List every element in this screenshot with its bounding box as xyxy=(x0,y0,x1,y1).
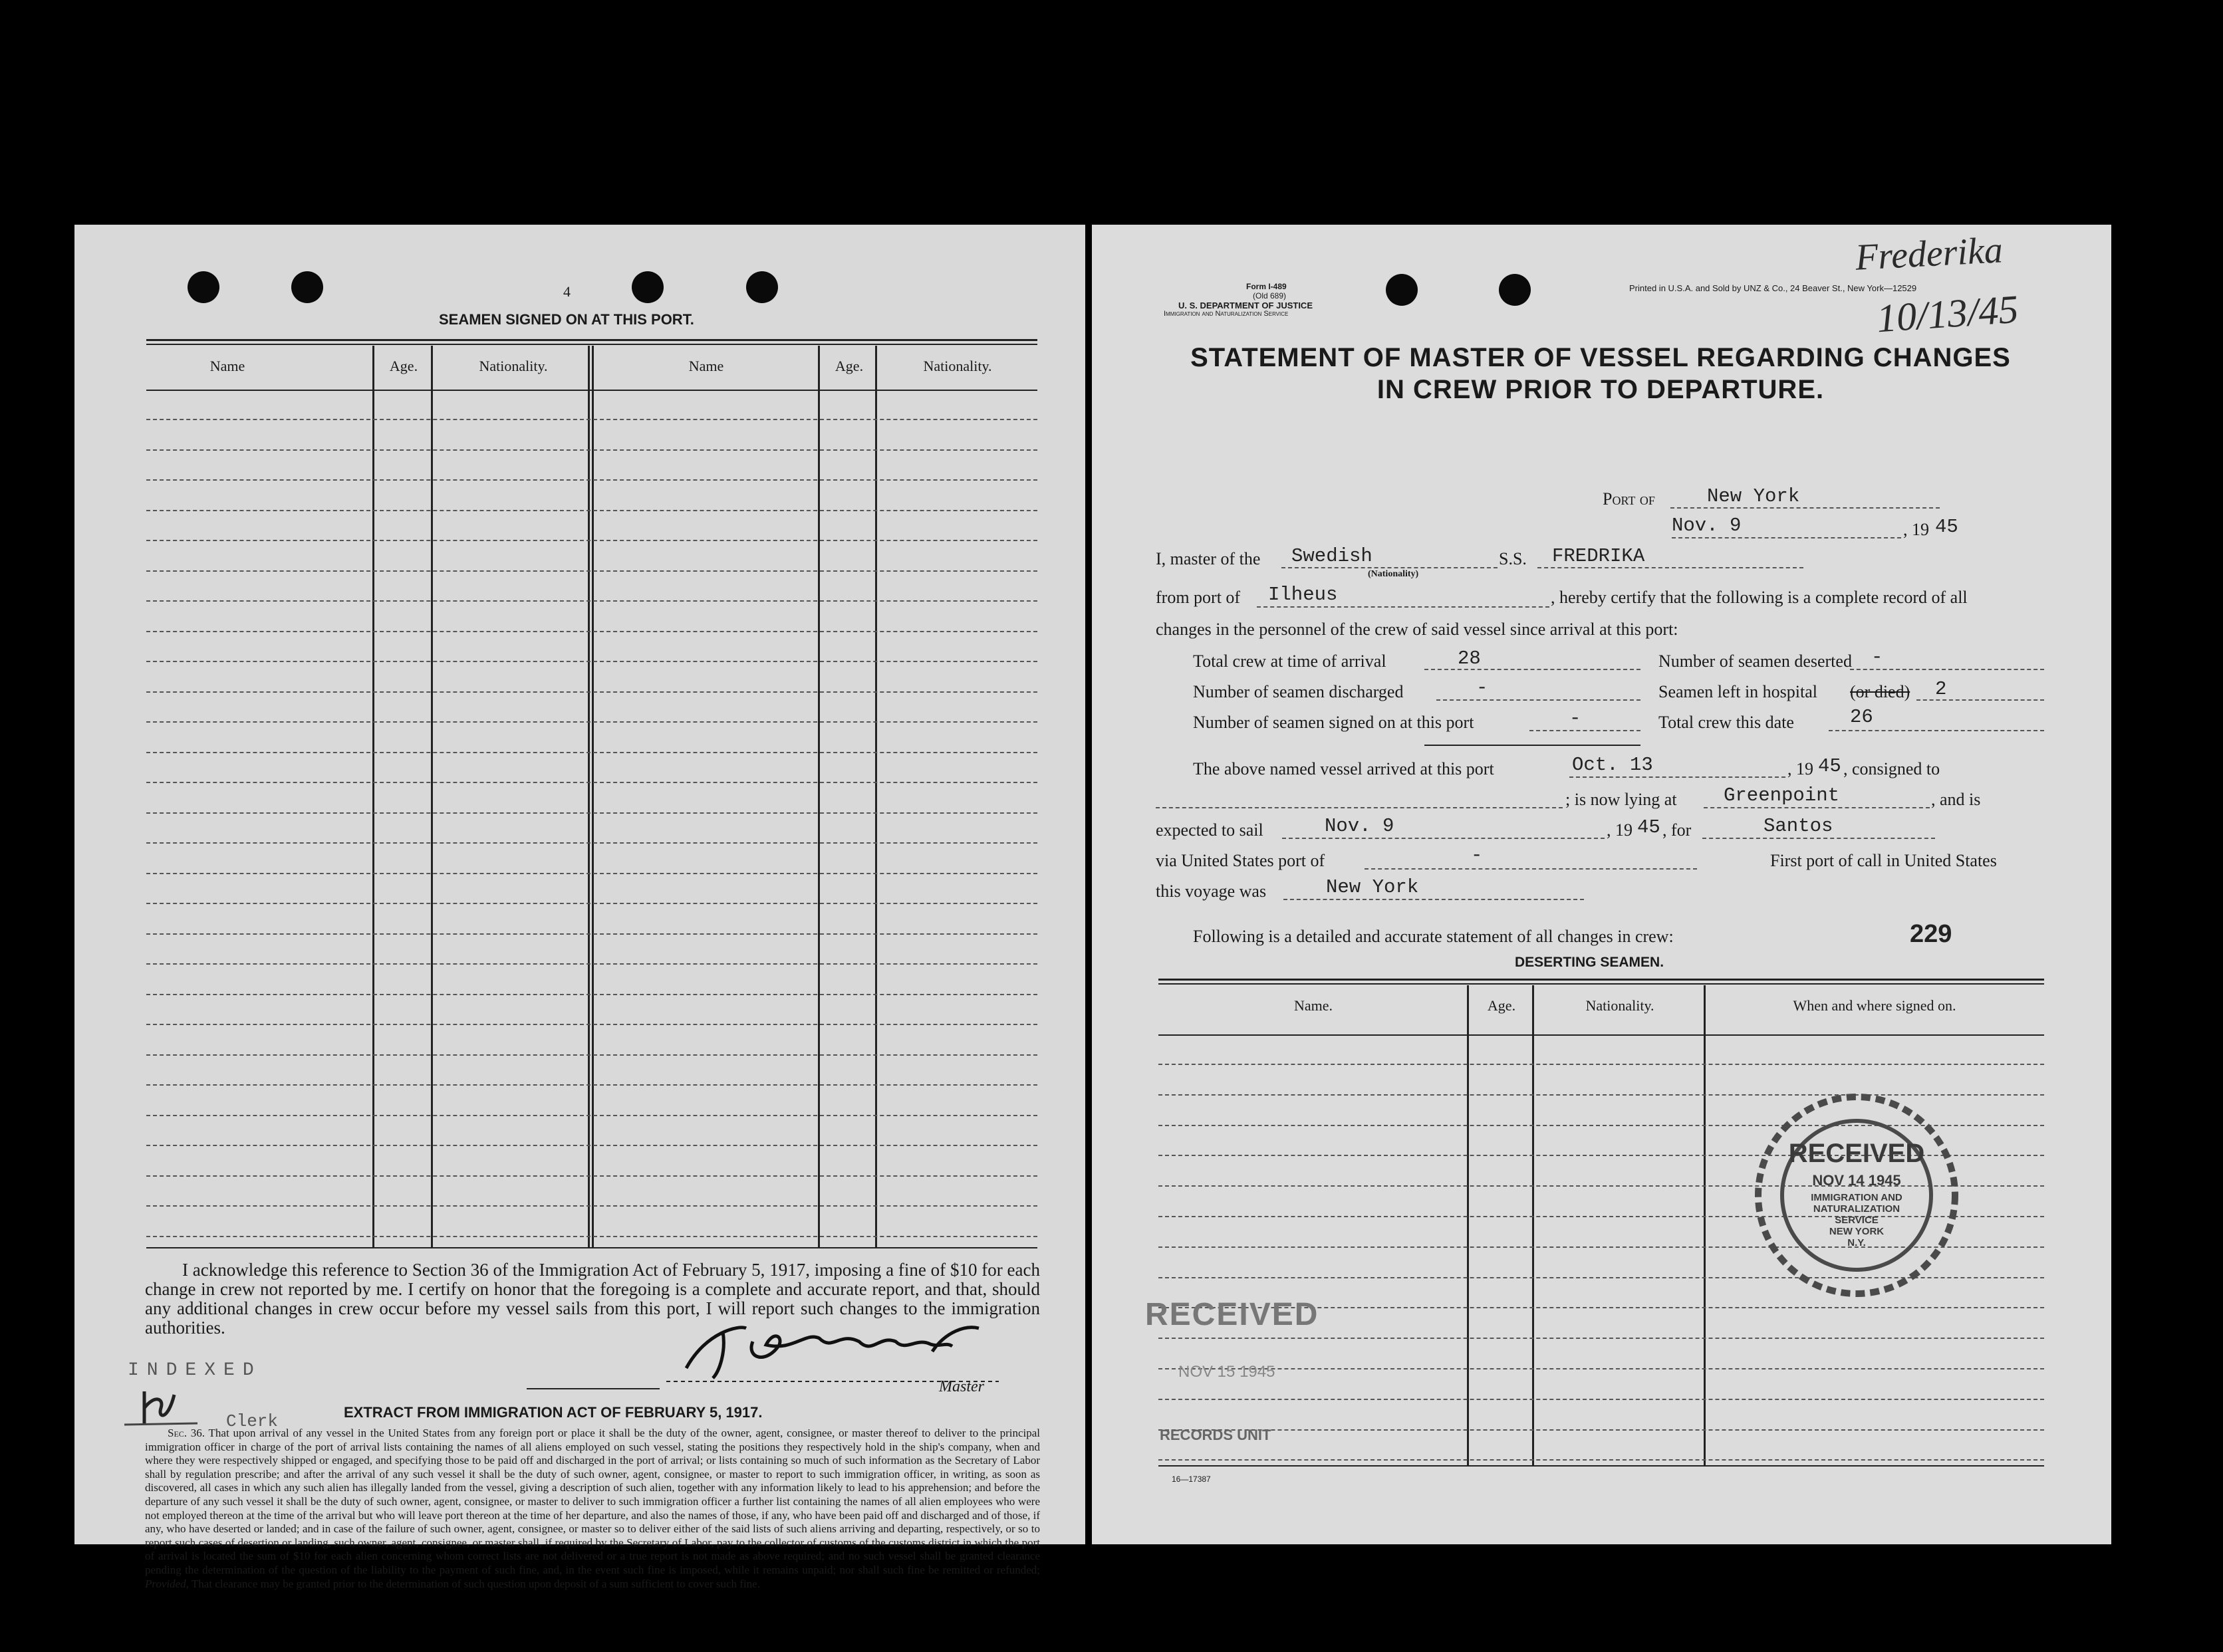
table-row-rule xyxy=(146,419,1037,420)
voyage-label: this voyage was xyxy=(1156,882,1267,901)
column-header: Nationality. xyxy=(1585,997,1654,1014)
punch-hole xyxy=(1499,274,1531,306)
extract-text xyxy=(145,1427,1040,1591)
column-header: Name. xyxy=(1293,997,1333,1014)
changes-text: changes in the personnel of the crew of said vessel since arrival at this port: xyxy=(1156,620,1678,639)
clerk-label: Clerk xyxy=(226,1411,279,1431)
nationality-caption: (Nationality) xyxy=(1368,569,1419,579)
table-row-rule xyxy=(146,1236,1037,1237)
received-date-stamp: NOV 15 1945 xyxy=(1178,1363,1275,1381)
fill-line xyxy=(1670,507,1940,509)
table-row-rule xyxy=(146,1084,1037,1086)
divider xyxy=(527,1388,660,1389)
punch-hole xyxy=(1386,274,1418,306)
signed-on-value: - xyxy=(1569,707,1581,729)
extract-tail: That clearance may be granted prior to the determination of such question upon deposit of a sum sufficient to cover such fine. xyxy=(191,1577,760,1590)
ship-name: FREDRIKA xyxy=(1552,545,1645,567)
table-row-rule xyxy=(146,1145,1037,1146)
consigned-label: , consigned to xyxy=(1843,759,1940,778)
stamped-number: 229 xyxy=(1910,920,1952,948)
year-value: 45 xyxy=(1935,516,1958,538)
hospital-value: 2 xyxy=(1935,678,1947,700)
column-header: Age. xyxy=(389,358,418,374)
expected-label: expected to sail xyxy=(1156,820,1263,840)
column-rule xyxy=(588,346,590,1247)
column-rule xyxy=(1467,985,1469,1465)
and-is-label: , and is xyxy=(1931,790,1981,809)
punch-hole xyxy=(188,271,219,303)
master-of-label: I, master of the xyxy=(1156,549,1261,568)
total-crew-arrival-label: Total crew at time of arrival xyxy=(1193,651,1386,671)
via-label: via United States port of xyxy=(1156,851,1325,870)
table-row-rule xyxy=(146,1175,1037,1177)
fill-line xyxy=(1537,567,1803,568)
fill-line xyxy=(1156,807,1563,808)
column-rule xyxy=(431,346,433,1247)
ss-label: S.S. xyxy=(1499,549,1527,568)
records-unit-stamp: RECORDS UNIT xyxy=(1160,1427,1271,1443)
right-page xyxy=(1092,225,2111,1544)
provided-label: Provided, xyxy=(145,1577,189,1590)
round-stamp-date: NOV 14 1945 xyxy=(1812,1172,1901,1189)
column-header: Nationality. xyxy=(923,358,992,374)
extract-body: That upon arrival of any vessel in the United States from any foreign port or place it shall be the duty of the owner, agent, consignee, or master thereof to deliver to the principal immigration officer in charge of the port of arrival lists containing the names of all aliens employed on such vessel, stating the positions they respectively hold in the ship's company, when and where they were respectively shipped or engaged, and specifying those to be paid off and discharged in the port of arrival; or lists containing so much of such information as the Secretary of Labor shall by regulation prescribe; and after the arrival of any such vessel it shall be the duty of such owner, agent, consignee, or master to report to such immigration officer, in writing, as soon as discovered, all cases in which any such alien has illegally landed from the vessel, giving a description of such alien, together with any information likely to lead to his apprehension; and before the departure of any such vessel it shall be the duty of such owner, agent, consignee, or master to deliver to such immigration officer a further list containing the names of all alien employees who were not employed thereon at the time of the arrival but who will leave port thereon at the time of her departure, and also the names of those, if any, who have been paid off and discharged and of those, if any, who have deserted or landed; and in case of the failure of such owner, agent, consignee, or master so to deliver either of the said lists of such aliens arriving and departing, respectively, or so to report such cases of desertion or landing, such owner, agent, consignee, or master shall, if required by the Secretary of Labor, pay to the collector of customs of the customs district in which the port of arrival is located the sum of $10 for each alien concerning whom correct lists are not delivered or a true report is not made as above required; and no such vessel shall be granted clearance pending the determination of the question of the liability to the payment of such fine, and, in the event such fine is imposed, while it remains unpaid; nor shall such fine be remitted or refunded; xyxy=(145,1427,1040,1576)
expected-value: Nov. 9 xyxy=(1325,815,1394,837)
fill-line xyxy=(1282,838,1605,839)
certify-text: , hereby certify that the following is a complete record of all xyxy=(1551,588,1968,607)
round-stamp-line: NEW YORK xyxy=(1829,1226,1885,1237)
table-row-rule xyxy=(1158,1368,2044,1369)
table-row-rule xyxy=(1158,1429,2044,1431)
footer-code: 16—17387 xyxy=(1172,1475,1211,1484)
table-row-rule xyxy=(146,600,1037,602)
punch-hole xyxy=(746,271,778,303)
hospital-struck: (or died) xyxy=(1850,682,1910,701)
first-port-label: First port of call in United States xyxy=(1770,851,1997,870)
handwritten-name: Frederika xyxy=(1854,229,2004,279)
printer-line: Printed in U.S.A. and Sold by UNZ & Co., 24 Beaver St., New York—12529 xyxy=(1629,283,1917,293)
total-crew-arrival-value: 28 xyxy=(1458,648,1481,669)
fill-line xyxy=(1257,606,1549,608)
fill-line xyxy=(1436,699,1640,701)
extract-title: EXTRACT FROM IMMIGRATION ACT OF FEBRUARY 5, 1917. xyxy=(344,1404,763,1421)
fill-line xyxy=(1424,669,1640,670)
section-label: Sec. 36. xyxy=(168,1427,205,1439)
date-value: Nov. 9 xyxy=(1672,515,1742,536)
table-row-rule xyxy=(146,661,1037,662)
master-label: Master xyxy=(939,1378,984,1395)
acknowledgement-text: I acknowledge this reference to Section 36 of the Immigration Act of February 5, 1917, imposing a fine of $10 for each change in crew not reported by me. I certify on honor that the foregoing is a complete and accurate report, and that, should any additional changes in crew occur before my vessel sails from this port, I will report such changes to the immigration authorities. xyxy=(145,1260,1040,1338)
column-rule xyxy=(875,346,877,1247)
table-top-rule xyxy=(146,344,1037,345)
table-row-rule xyxy=(146,570,1037,572)
table-row-rule xyxy=(146,782,1037,783)
arrived-year-prefix: , 19 xyxy=(1787,759,1813,778)
arrived-value: Oct. 13 xyxy=(1572,754,1653,776)
form-title-line2: IN CREW PRIOR TO DEPARTURE. xyxy=(1376,375,1825,404)
expected-year-value: 45 xyxy=(1637,816,1660,838)
table-row-rule xyxy=(146,479,1037,481)
table-row-rule xyxy=(1158,1459,2044,1461)
table-row-rule xyxy=(146,812,1037,814)
punch-hole xyxy=(632,271,664,303)
voyage-value: New York xyxy=(1326,876,1419,898)
fill-line xyxy=(1702,838,1935,839)
table-row-rule xyxy=(146,631,1037,632)
column-rule xyxy=(592,346,594,1247)
port-value: New York xyxy=(1707,485,1800,507)
via-value: - xyxy=(1471,844,1483,866)
arrived-year-value: 45 xyxy=(1818,755,1841,777)
lying-label: ; is now lying at xyxy=(1565,790,1677,809)
expected-year-prefix: , 19 xyxy=(1607,820,1633,840)
column-header: Age. xyxy=(835,358,864,374)
form-old-number: (Old 689) xyxy=(1253,291,1287,300)
round-stamp-line: SERVICE xyxy=(1835,1215,1879,1226)
column-header: Name xyxy=(688,358,724,374)
total-crew-date-value: 26 xyxy=(1850,706,1873,728)
following-text: Following is a detailed and accurate statement of all changes in crew: xyxy=(1193,927,1674,946)
round-stamp-line: N.Y. xyxy=(1847,1237,1866,1248)
sum-rule xyxy=(1424,745,1640,746)
table-row-rule xyxy=(146,963,1037,965)
fill-line xyxy=(1704,807,1930,808)
received-stamp: RECEIVED xyxy=(1145,1297,1319,1332)
round-stamp-received: RECEIVED xyxy=(1788,1139,1925,1168)
left-page xyxy=(74,225,1085,1590)
table-row-rule xyxy=(146,449,1037,451)
table-top-rule xyxy=(146,339,1037,341)
round-stamp-line: NATURALIZATION xyxy=(1813,1203,1900,1215)
table-row-rule xyxy=(146,1115,1037,1116)
table-row-rule xyxy=(146,752,1037,753)
department-name: U. S. DEPARTMENT OF JUSTICE xyxy=(1178,300,1313,310)
table-row-rule xyxy=(146,933,1037,935)
table-bottom-rule xyxy=(146,1247,1037,1248)
from-port-value: Ilheus xyxy=(1268,584,1338,606)
table-row-rule xyxy=(146,994,1037,995)
round-received-stamp xyxy=(1750,1086,1963,1305)
table-row-rule xyxy=(1158,1338,2044,1339)
table-row-rule xyxy=(146,873,1037,874)
table-row-rule xyxy=(146,903,1037,904)
fill-line xyxy=(1829,730,2044,731)
fill-line xyxy=(1283,899,1584,900)
table-row-rule xyxy=(1158,1399,2044,1400)
handwritten-date: 10/13/45 xyxy=(1875,287,2020,341)
fill-line xyxy=(1569,776,1785,778)
column-header: When and where signed on. xyxy=(1793,997,1956,1014)
column-rule xyxy=(372,346,374,1247)
table-row-rule xyxy=(146,1054,1037,1056)
fill-line xyxy=(1529,730,1640,731)
table-row-rule xyxy=(146,510,1037,511)
table-row-rule xyxy=(146,691,1037,693)
table-row-rule xyxy=(1158,1064,2044,1065)
deserted-value: - xyxy=(1871,646,1883,668)
table-header-rule xyxy=(1158,1034,2044,1036)
column-header: Nationality. xyxy=(479,358,548,374)
from-port-label: from port of xyxy=(1156,588,1241,607)
table-row-rule xyxy=(146,842,1037,844)
port-label: Port of xyxy=(1603,489,1655,509)
deserted-label: Number of seamen deserted xyxy=(1658,651,1852,671)
table-bottom-rule xyxy=(1158,1465,2044,1467)
nationality-value: Swedish xyxy=(1291,545,1373,567)
for-label: , for xyxy=(1662,820,1692,840)
column-rule xyxy=(1704,985,1706,1465)
arrived-label: The above named vessel arrived at this port xyxy=(1193,759,1494,778)
punch-hole xyxy=(291,271,323,303)
year-prefix: , 19 xyxy=(1903,520,1929,539)
column-header: Age. xyxy=(1487,997,1516,1014)
page-number: 4 xyxy=(563,283,571,300)
for-value: Santos xyxy=(1764,815,1833,837)
table-row-rule xyxy=(146,721,1037,723)
service-name: Immigration and Naturalization Service xyxy=(1164,310,1289,318)
table-top-rule xyxy=(1158,983,2044,985)
deserting-title: DESERTING SEAMEN. xyxy=(1515,955,1664,970)
table-row-rule xyxy=(146,1024,1037,1025)
column-rule xyxy=(1532,985,1534,1465)
table-row-rule xyxy=(146,1205,1037,1207)
section-title: SEAMEN SIGNED ON AT THIS PORT. xyxy=(439,311,694,328)
column-header: Name xyxy=(209,358,245,374)
fill-line xyxy=(1365,868,1697,870)
column-rule xyxy=(818,346,820,1247)
table-row-rule xyxy=(146,540,1037,541)
fill-line xyxy=(1281,567,1498,568)
signed-on-label: Number of seamen signed on at this port xyxy=(1193,713,1474,732)
discharged-label: Number of seamen discharged xyxy=(1193,682,1404,701)
fill-line xyxy=(1850,669,2044,670)
discharged-value: - xyxy=(1476,677,1488,699)
indexed-stamp: INDEXED xyxy=(128,1360,262,1381)
round-stamp-line: IMMIGRATION AND xyxy=(1811,1192,1902,1203)
fill-line xyxy=(1672,537,1901,538)
table-top-rule xyxy=(1158,979,2044,981)
form-title-line1: STATEMENT OF MASTER OF VESSEL REGARDING CHANGES xyxy=(1190,343,2011,372)
form-number: Form I-489 xyxy=(1246,282,1287,291)
lying-value: Greenpoint xyxy=(1724,784,1840,806)
hospital-label: Seamen left in hospital xyxy=(1658,682,1818,701)
total-crew-date-label: Total crew this date xyxy=(1658,713,1794,732)
